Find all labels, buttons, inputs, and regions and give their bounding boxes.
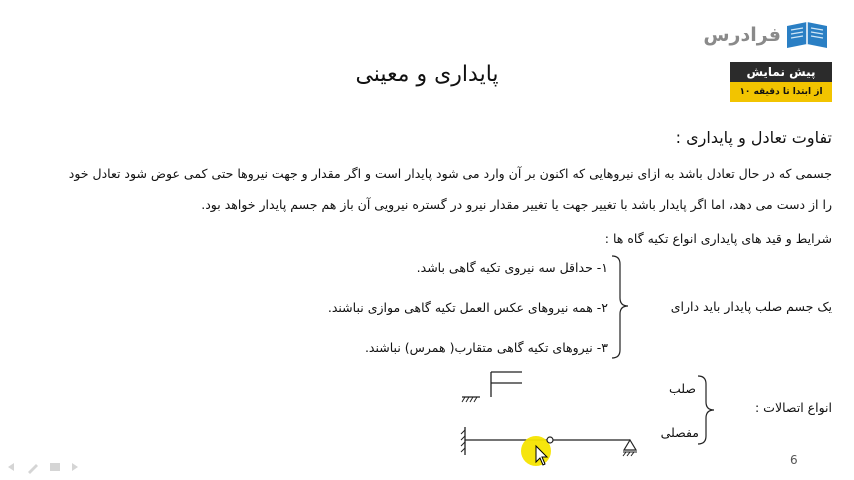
page-number: 6 xyxy=(790,453,798,467)
paragraph-line-2: را از دست می دهد، اما اگر پایدار باشد با تغییر جهت یا تغییر مقدار نیرو در گستره نیرویی آن باز هم جسم پایدار خواهد بود. xyxy=(201,197,832,212)
pen-icon xyxy=(28,464,38,474)
conditions-label: یک جسم صلب پایدار باید دارای xyxy=(670,299,832,314)
paragraph-line-1: جسمی که در حال تعادل باشد به ازای نیروهایی که اکنون بر آن وارد می شود پایدار است و اگر مقدار و جهت نیروها حتی کمی عوض شود تعادل خود xyxy=(68,166,832,181)
preview-badge-subtitle: از ابتدا تا دقیقه ۱۰ xyxy=(730,82,832,102)
condition-item-3: ۳- نیروهای تکیه گاهی متقارب( همرس) نباشند. xyxy=(364,340,608,355)
hinged-beam-diagram xyxy=(461,427,637,466)
section-heading: تفاوت تعادل و پایداری : xyxy=(675,128,832,147)
slide-toolbar[interactable] xyxy=(6,460,86,474)
rigid-joint-diagram xyxy=(462,372,522,402)
condition-item-1: ۱- حداقل سه نیروی تکیه گاهی باشد. xyxy=(416,260,608,275)
next-icon xyxy=(72,463,78,471)
slide-title: پایداری و معینی xyxy=(355,62,499,87)
logo-text: فرادرس xyxy=(703,24,781,46)
menu-icon xyxy=(50,463,60,471)
conditions-bracket xyxy=(612,256,628,358)
connections-bracket xyxy=(698,376,714,444)
conditions-heading: شرایط و قید های پایداری انواع تکیه گاه ها : xyxy=(604,231,832,246)
previous-icon xyxy=(8,463,14,471)
condition-item-2: ۲- همه نیروهای عکس العمل تکیه گاهی موازی نباشند. xyxy=(327,300,608,315)
rigid-connection-label: صلب xyxy=(668,381,696,396)
hinged-connection-label: مفصلی xyxy=(660,425,699,440)
connections-label: انواع اتصالات : xyxy=(755,400,832,415)
preview-badge-title: پیش نمایش xyxy=(730,62,832,82)
